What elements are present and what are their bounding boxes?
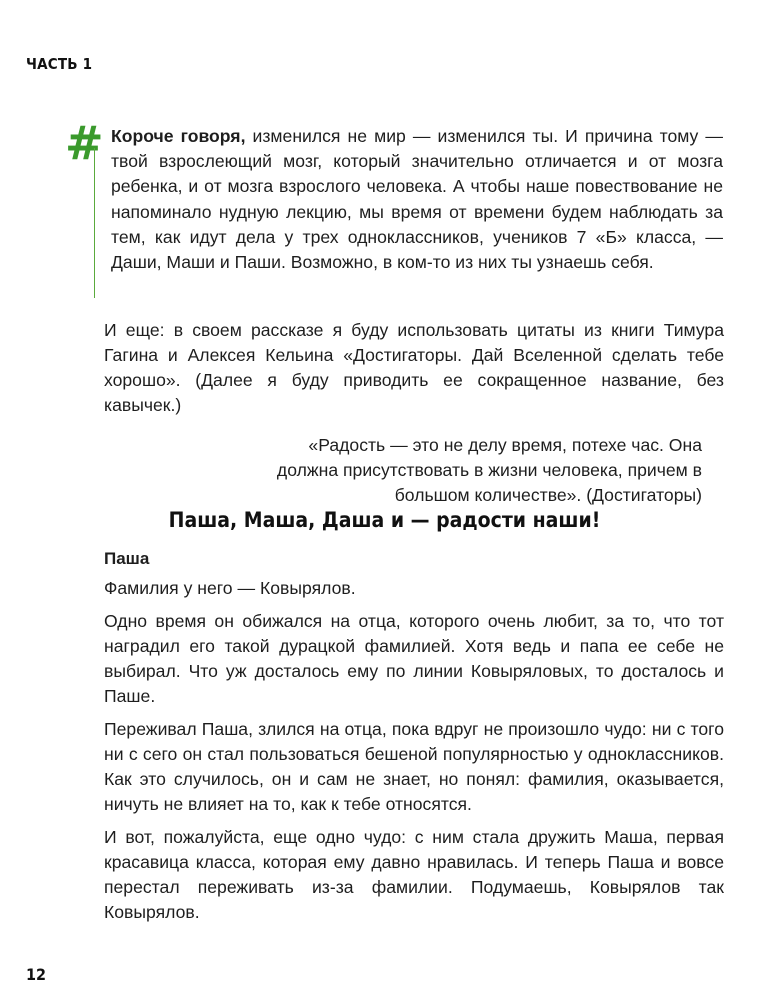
callout-divider [94, 148, 95, 298]
hashtag-icon: # [65, 116, 104, 170]
body-paragraph: Одно время он обижался на отца, которого очень любит, за то, что тот наградил его такой дурацкой фамилией. Хотя ведь и папа ее себе не выбирал. Что уж досталось ему по линии Ковыряловых, то досталось и Паше. [104, 611, 724, 706]
callout-text [111, 124, 723, 275]
subsection-heading: Паша [104, 549, 150, 568]
callout-body: изменился не мир — изменился ты. И причина тому — твой взрослеющий мозг, который значительно отличается и от мозга ребенка, и от мозга взрослого человека. А чтобы наше повествование не напоминало нудную лекцию, мы время от времени будем наблюдать за тем, как идут дела у трех одноклассников, учеников 7 «Б» класса, — Даши, Маши и Паши. Возможно, в ком-то из них ты узнаешь себя. [111, 126, 724, 273]
epigraph-quote: «Радость — это не делу время, потехе час. Она должна присутствовать в жизни человека, причем в большом количестве». (Достигаторы) [276, 435, 702, 505]
page-number: 12 [26, 965, 47, 984]
body-paragraph: Фамилия у него — Ковырялов. [104, 578, 356, 598]
running-head: ЧАСТЬ 1 [26, 55, 93, 73]
intro-paragraph: И еще: в своем рассказе я буду использовать цитаты из книги Тимура Гагина и Алексея Кельина «Достигаторы. Дай Вселенной сделать тебе хорошо». (Далее я буду приводить ее сокращенное название, без кавычек.) [104, 320, 724, 415]
body-paragraph: Переживал Паша, злился на отца, пока вдруг не произошло чудо: ни с того ни с сего он стал пользоваться бешеной популярностью у одноклассников. Как это случилось, он и сам не знает, но понял: фамилия, оказывается, ничуть не влияет на то, как к тебе относятся. [104, 719, 724, 814]
body-paragraph: И вот, пожалуйста, еще одно чудо: с ним стала дружить Маша, первая красавица класса, которая ему давно нравилась. И теперь Паша и вовсе перестал переживать из-за фамилии. Подумаешь, Ковырялов так Ковырялов. [104, 827, 724, 922]
body-text [104, 576, 724, 933]
callout-lead: Короче говоря, [111, 126, 246, 146]
callout-box [65, 116, 725, 288]
section-title: Паша, Маша, Даша и — радости наши! [168, 508, 601, 532]
